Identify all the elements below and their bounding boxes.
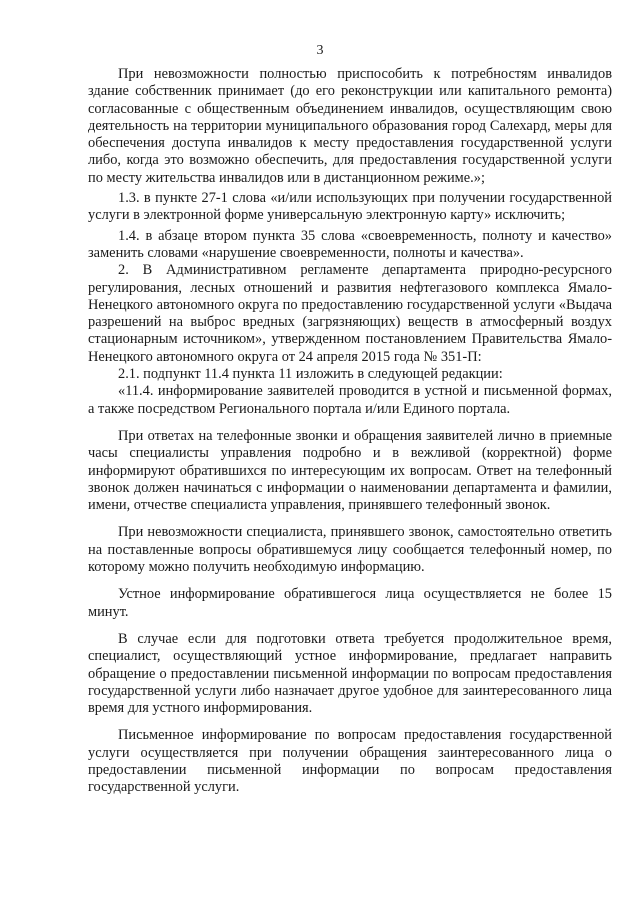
paragraph: Письменное информирование по вопросам предоставления государственной услуги осуществляется при получении обращения заинтересованного лица о предоставлении письменной информации по вопросам предоставления государственной услуги. xyxy=(88,727,612,796)
paragraph: «11.4. информирование заявителей проводится в устной и письменной формах, а также посредством Регионального портала и/или Единого портала. xyxy=(88,383,612,417)
paragraph: При невозможности специалиста, принявшего звонок, самостоятельно ответить на поставленные вопросы обратившемуся лицу сообщается телефонный номер, по которому можно получить необходимую информацию. xyxy=(88,524,612,576)
document-body xyxy=(88,66,612,797)
paragraph: Устное информирование обратившегося лица осуществляется не более 15 минут. xyxy=(88,586,612,620)
paragraph: При ответах на телефонные звонки и обращения заявителей лично в приемные часы специалисты управления подробно и в вежливой (корректной) форме информируют обратившихся по интересующим их вопросам. Ответ на телефонный звонок должен начинаться с информации о наименовании департамента и фамилии, имени, отчестве специалиста управления, принявшего телефонный звонок. xyxy=(88,427,612,514)
paragraph: 1.4. в абзаце втором пункта 35 слова «своевременность, полноту и качество» заменить словами «нарушение своевременности, полноты и качества». xyxy=(88,227,612,261)
paragraph: 1.3. в пункте 27-1 слова «и/или использующих при получении государственной услуги в электронной форме универсальную электронную карту» исключить; xyxy=(88,190,612,224)
paragraph: При невозможности полностью приспособить к потребностям инвалидов здание собственник принимает (до его реконструкции или капитального ремонта) согласованные с общественным объединением инвалидов, осуществляющим свою деятельность на территории муниципального образования город Салехард, меры для обеспечения доступа инвалидов к месту предоставления государственной услуги либо, когда это возможно обеспечить, для предоставления государственной услуги по месту жительства инвалидов или в дистанционном режиме.»; xyxy=(88,66,612,186)
paragraph: 2. В Административном регламенте департамента природно-ресурсного регулирования, лесных отношений и развития нефтегазового комплекса Ямало-Ненецкого автономного округа по предоставлению государственной услуги «Выдача разрешений на выброс вредных (загрязняющих) веществ в атмосферный воздух стационарным источником», утвержденном постановлением Правительства Ямало-Ненецкого автономного округа от 24 апреля 2015 года № 351-П: xyxy=(88,262,612,365)
paragraph: В случае если для подготовки ответа требуется продолжительное время, специалист, осуществляющий устное информирование, предлагает направить обращение о предоставлении письменной информации по вопросам предоставления государственной услуги либо назначает другое удобное для заинтересованного лица время для устного информирования. xyxy=(88,630,612,717)
page-number: 3 xyxy=(316,43,324,58)
paragraph: 2.1. подпункт 11.4 пункта 11 изложить в следующей редакции: xyxy=(118,366,503,383)
